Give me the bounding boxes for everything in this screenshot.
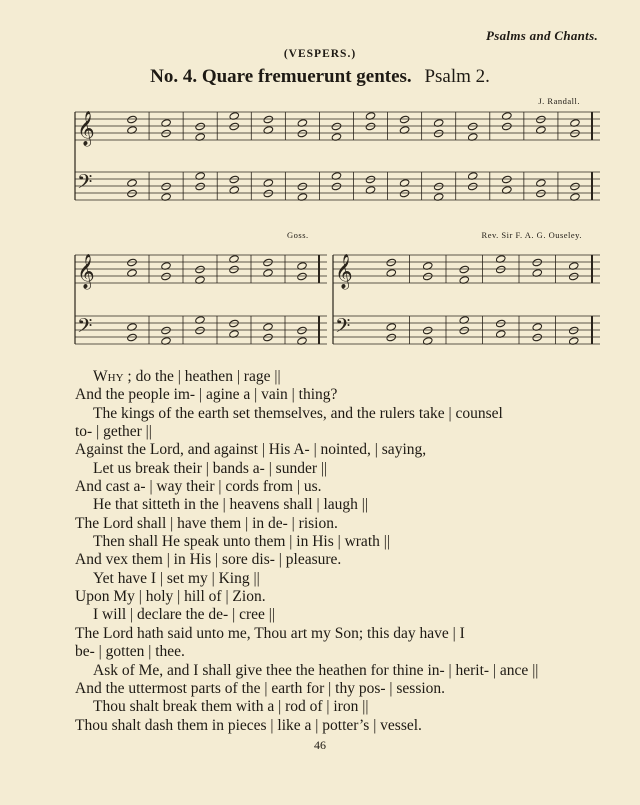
note-head <box>297 182 308 191</box>
psalm-verse-line <box>75 662 605 680</box>
composer-ouseley: Rev. Sir F. A. G. Ouseley. <box>481 230 582 240</box>
verse-text: The kings of the earth set themselves, and the rulers take | counsel <box>93 404 503 422</box>
note-head <box>433 182 444 191</box>
section-label: (VESPERS.) <box>283 48 357 60</box>
note-head <box>161 272 172 281</box>
note-head <box>127 189 138 198</box>
verse-text: Let us break their | bands a- | sunder || <box>93 459 328 477</box>
verse-text: Against the Lord, and against | His A- | nointed, | saying, <box>75 441 427 459</box>
note-head <box>433 129 444 138</box>
verse-text: Ask of Me, and I shall give thee the heathen for thine in- | herit- | ance || <box>93 661 539 679</box>
note-head <box>331 182 342 191</box>
psalm-verse-line <box>75 515 605 533</box>
note-head <box>502 122 513 131</box>
note-head <box>532 333 543 342</box>
composer-randall: J. Randall. <box>538 96 580 106</box>
note-head <box>263 258 274 267</box>
note-head <box>263 115 274 124</box>
note-head <box>536 115 547 124</box>
note-head <box>467 122 478 131</box>
treble-clef-icon: 𝄞 <box>335 254 353 289</box>
verse-lead-word: Why ; <box>93 368 136 385</box>
psalm-verse-line <box>75 680 605 698</box>
verse-text: Upon My | holy | hill of | Zion. <box>75 588 266 606</box>
psalm-verse-line <box>75 717 605 735</box>
note-head <box>127 333 138 342</box>
note-head <box>297 129 308 138</box>
note-head <box>161 326 172 335</box>
psalm-verse-line <box>75 643 605 661</box>
note-head <box>467 182 478 191</box>
note-head <box>331 122 342 131</box>
note-head <box>297 326 308 335</box>
note-head <box>570 182 581 191</box>
note-head <box>568 326 579 335</box>
note-head <box>127 258 138 267</box>
note-head <box>536 189 547 198</box>
note-head <box>532 258 543 267</box>
verse-text: Then shall He speak unto them | in His | wrath || <box>93 533 390 551</box>
treble-clef-icon: 𝄞 <box>77 111 95 146</box>
note-head <box>399 189 410 198</box>
page-number: 46 <box>314 738 326 752</box>
psalm-verse-line <box>75 405 605 423</box>
psalm-verse-line <box>75 625 605 643</box>
note-head <box>502 175 513 184</box>
bass-clef-icon: 𝄢 <box>77 170 93 198</box>
note-head <box>161 182 172 191</box>
treble-clef-icon: 𝄞 <box>77 254 95 289</box>
verse-text: be- | gotten | thee. <box>75 643 185 661</box>
chant-number: No. 4. <box>150 66 198 87</box>
note-head <box>399 115 410 124</box>
note-head <box>568 272 579 281</box>
note-head <box>229 122 240 131</box>
verse-text: do the | heathen | rage || <box>135 368 281 385</box>
note-head <box>195 326 206 335</box>
psalm-reference: Psalm 2. <box>424 66 490 87</box>
note-head <box>195 182 206 191</box>
note-head <box>386 333 397 342</box>
psalm-verse-line <box>75 533 605 551</box>
note-head <box>495 265 506 274</box>
note-head <box>422 326 433 335</box>
psalm-verse-line <box>75 368 605 386</box>
running-title: Psalms and Chants. <box>486 28 598 43</box>
verse-text: And vex them | in His | sore dis- | pleasure. <box>75 551 342 569</box>
psalm-verse-line <box>75 423 605 441</box>
verse-text: to- | gether || <box>75 423 152 441</box>
note-head <box>161 129 172 138</box>
bass-clef-icon: 𝄢 <box>335 314 351 342</box>
psalm-verse-line <box>75 460 605 478</box>
note-head <box>229 265 240 274</box>
verse-text: And the uttermost parts of the | earth for | thy pos- | session. <box>75 679 446 697</box>
note-head <box>297 272 308 281</box>
note-head <box>422 272 433 281</box>
note-head <box>386 258 397 267</box>
verse-text: And cast a- | way their | cords from | us. <box>75 478 322 496</box>
note-head <box>229 175 240 184</box>
chant-latin-title: Quare fremuerunt gentes. <box>201 66 412 87</box>
note-head <box>263 189 274 198</box>
note-head <box>229 319 240 328</box>
note-head <box>195 265 206 274</box>
verse-text: The Lord hath said unto me, Thou art my Son; this day have | I <box>75 624 465 642</box>
note-head <box>195 122 206 131</box>
note-head <box>263 333 274 342</box>
psalm-verse-line <box>75 496 605 514</box>
psalm-verse-line <box>75 588 605 606</box>
psalm-verse-line <box>75 551 605 569</box>
psalm-verse-line <box>75 698 605 716</box>
note-head <box>365 175 376 184</box>
verse-text: And the people im- | agine a | vain | thing? <box>75 386 338 404</box>
psalm-verse-line <box>75 441 605 459</box>
verse-text: He that sitteth in the | heavens shall | laugh || <box>93 496 368 514</box>
note-head <box>365 122 376 131</box>
psalm-verse-line <box>75 386 605 404</box>
psalm-verse-line <box>75 570 605 588</box>
verse-text: Yet have I | set my | King || <box>93 569 260 587</box>
verse-text: The Lord shall | have them | in de- | rision. <box>75 514 338 532</box>
psalm-verse-line <box>75 606 605 624</box>
note-head <box>459 265 470 274</box>
psalm-text <box>75 368 605 735</box>
verse-text: Thou shalt dash them in pieces | like a | potter’s | vessel. <box>75 716 422 734</box>
note-head <box>495 319 506 328</box>
psalm-verse-line <box>75 478 605 496</box>
verse-text: Thou shalt break them with a | rod of | iron || <box>93 698 369 716</box>
composer-goss: Goss. <box>287 230 309 240</box>
note-head <box>570 129 581 138</box>
music-notation <box>0 0 640 360</box>
note-head <box>127 115 138 124</box>
bass-clef-icon: 𝄢 <box>77 314 93 342</box>
verse-text: I will | declare the de- | cree || <box>93 606 275 624</box>
note-head <box>459 326 470 335</box>
